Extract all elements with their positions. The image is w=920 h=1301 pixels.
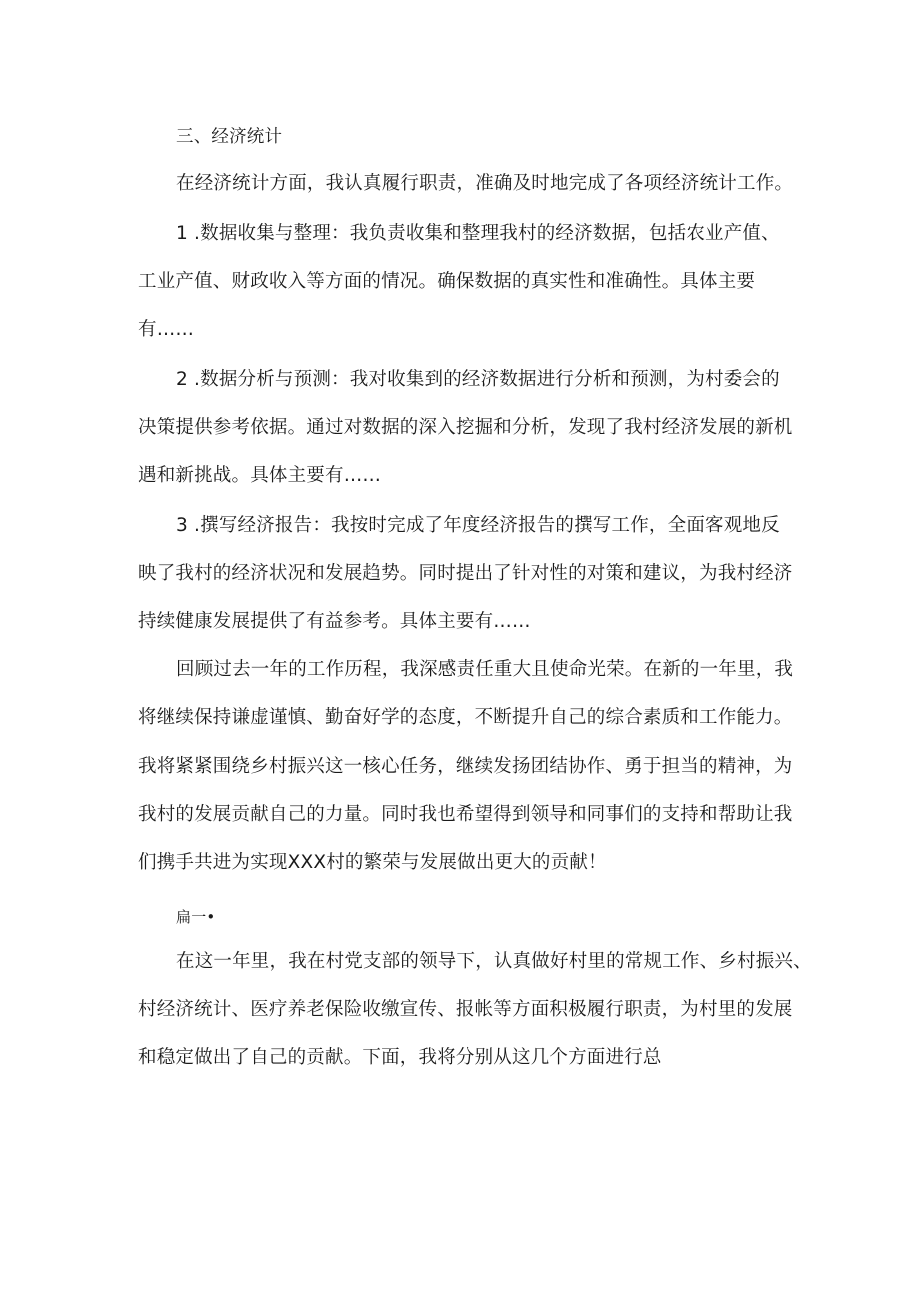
review-line4: 我村的发展贡献自己的力量。同时我也希望得到领导和同事们的支持和帮助让我 (138, 804, 793, 825)
review-line1: 回顾过去一年的工作历程，我深感责任重大且使命光荣。在新的一年里，我 (176, 659, 794, 680)
closing-line3: 和稳定做出了自己的贡献。下面，我将分别从这几个方面进行总 (138, 1047, 662, 1068)
review-line5: 们携手共进为实现XXX村的繁荣与发展做出更大的贡献！ (138, 852, 607, 873)
item2-line2: 决策提供参考依据。通过对数据的深入挖掘和分析，发现了我村经济发展的新机 (138, 417, 793, 438)
item1-line2: 工业产值、财政收入等方面的情况。确保数据的真实性和准确性。具体主要 (138, 271, 756, 292)
section-heading: 三、经济统计 (176, 127, 283, 147)
review-line2: 将继续保持谦虚谨慎、勤奋好学的态度，不断提升自己的综合素质和工作能力。 (138, 707, 793, 728)
item3-line3: 持续健康发展提供了有益参考。具体主要有…… (138, 611, 531, 632)
intro-paragraph: 在经济统计方面，我认真履行职责，准确及时地完成了各项经济统计工作。 (176, 173, 794, 194)
review-line3: 我将紧紧围绕乡村振兴这一核心任务，继续发扬团结协作、勇于担当的精神，为 (138, 756, 793, 777)
closing-line1: 在这一年里，我在村党支部的领导下，认真做好村里的常规工作、乡村振兴、 (176, 951, 812, 972)
item2-line1: 2 .数据分析与预测：我对收集到的经济数据进行分析和预测，为村委会的 (176, 369, 780, 390)
part-label: 扁一• (176, 908, 216, 926)
item3-line2: 映了我村的经济状况和发展趋势。同时提出了针对性的对策和建议，为我村经济 (138, 563, 793, 584)
item2-line3: 遇和新挑战。具体主要有…… (138, 465, 382, 486)
item3-line1: 3 .撰写经济报告：我按时完成了年度经济报告的撰写工作，全面客观地反 (176, 515, 780, 536)
item1-line3: 有…… (138, 319, 195, 340)
item1-line1: 1 .数据收集与整理：我负责收集和整理我村的经济数据，包括农业产值、 (176, 223, 780, 244)
closing-line2: 村经济统计、医疗养老保险收缴宣传、报帐等方面积极履行职责，为村里的发展 (138, 999, 793, 1020)
